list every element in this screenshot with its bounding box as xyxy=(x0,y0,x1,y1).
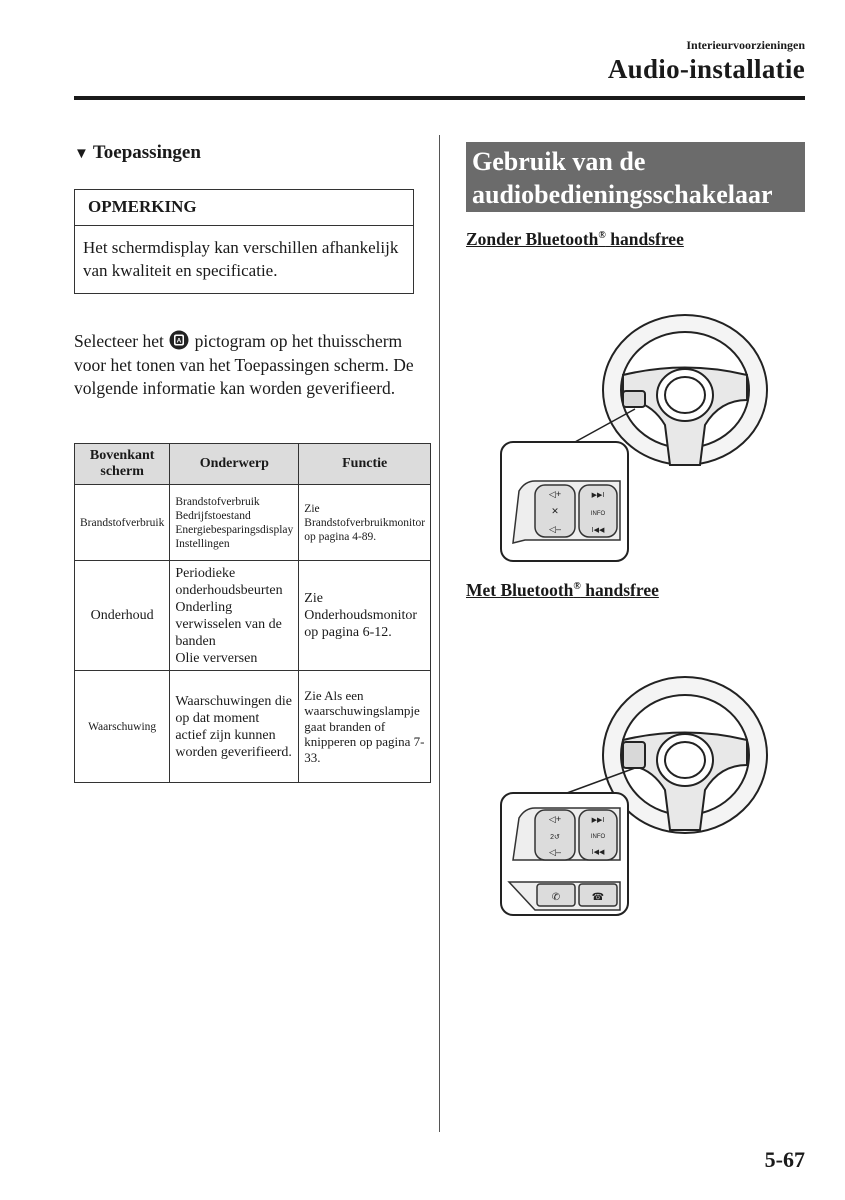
svg-text:A: A xyxy=(176,337,182,345)
table-row xyxy=(75,485,431,561)
variant-title-without-bluetooth xyxy=(466,229,684,250)
audio-switch-panel xyxy=(513,481,620,543)
information-table xyxy=(74,443,431,783)
subsection-heading-text: Toepassingen xyxy=(92,142,201,163)
subject-item: Bedrijfstoestand xyxy=(175,509,251,522)
subject-item: Waarschuwingen die op dat moment actief zijn kunnen worden geverifieerd. xyxy=(175,693,292,760)
subject-item: Periodieke onderhoudsbeurten xyxy=(175,565,283,598)
table-header: Functie xyxy=(299,444,431,485)
table-cell-subject xyxy=(170,485,299,561)
svg-text:◁–: ◁– xyxy=(549,847,561,857)
info-button-label: INFO xyxy=(590,511,606,517)
table-cell-top: Onderhoud xyxy=(75,561,170,671)
table-cell-top: Brandstofverbruik xyxy=(75,485,170,561)
svg-text:I◀◀: I◀◀ xyxy=(591,527,605,534)
hang-up-icon: ☎ xyxy=(591,892,605,903)
table-header-row xyxy=(75,444,431,485)
page-title: Audio-installatie xyxy=(607,54,805,84)
registered-mark: ® xyxy=(573,581,581,593)
table-cell-subject xyxy=(170,561,299,671)
table-cell-function: Zie Brandstofverbruikmonitor op pagina 4-89. xyxy=(299,485,431,561)
triangle-down-icon: ▼ xyxy=(74,146,89,162)
table-row xyxy=(75,561,431,671)
header-section: Interieurvoorzieningen xyxy=(686,38,805,52)
table-row xyxy=(75,671,431,783)
svg-text:✕: ✕ xyxy=(551,506,559,516)
subject-item: Onderling verwisselen van de banden xyxy=(175,599,282,649)
table-cell-top: Waarschuwing xyxy=(75,671,170,783)
intro-text-after: pictogram op het thuisscherm voor het tonen van het Toepassingen scherm. De volgende informatie kan worden geverifieerd. xyxy=(74,331,414,398)
pick-up-icon: ✆ xyxy=(551,892,561,903)
subject-item: Energiebesparingsdisplay xyxy=(175,523,294,536)
audio-switch-panel xyxy=(513,808,620,860)
svg-text:I◀◀: I◀◀ xyxy=(591,849,605,856)
note-body: Het schermdisplay kan verschillen afhankelijk van kwaliteit en specificatie. xyxy=(83,238,399,280)
variant-title-rest: handsfree xyxy=(580,580,659,600)
variant-title-with-bluetooth xyxy=(466,580,659,601)
table-cell-function: Zie Als een waarschuwingslampje gaat branden of knipperen op pagina 7-33. xyxy=(299,671,431,783)
steering-wheel-illustration-without-bluetooth xyxy=(495,305,795,567)
section-banner: Gebruik van de audiobedieningsschakelaar xyxy=(466,142,805,212)
subject-item: Olie verversen xyxy=(175,650,258,666)
subsection-heading xyxy=(74,142,201,164)
subject-item: Brandstofverbruik xyxy=(175,495,260,508)
table-cell-subject xyxy=(170,671,299,783)
steering-wheel-illustration-with-bluetooth xyxy=(495,660,795,920)
note-title: OPMERKING xyxy=(75,190,413,226)
svg-text:▶▶I: ▶▶I xyxy=(591,817,605,824)
registered-mark: ® xyxy=(598,230,606,242)
table-header: Bovenkant scherm xyxy=(75,444,170,485)
intro-text-before: Selecteer het xyxy=(74,331,164,351)
column-divider xyxy=(439,135,440,1132)
info-button-label: INFO xyxy=(590,834,606,840)
svg-text:◁+: ◁+ xyxy=(548,814,562,824)
table-cell-function: Zie Onderhoudsmonitor op pagina 6-12. xyxy=(299,561,431,671)
talk-button-label: 2↺ xyxy=(550,834,560,841)
variant-title-rest: handsfree xyxy=(605,229,684,249)
variant-title-text: Zonder Bluetooth xyxy=(466,229,599,249)
applications-icon xyxy=(169,330,189,350)
svg-text:◁–: ◁– xyxy=(549,524,561,534)
header-rule xyxy=(74,96,805,100)
note-box xyxy=(74,189,414,294)
subject-item: Instellingen xyxy=(175,537,230,550)
svg-text:▶▶I: ▶▶I xyxy=(591,492,605,499)
variant-title-text: Met Bluetooth xyxy=(466,580,574,600)
page-number: 5-67 xyxy=(764,1147,805,1172)
intro-paragraph xyxy=(74,330,424,401)
table-header: Onderwerp xyxy=(170,444,299,485)
svg-text:◁+: ◁+ xyxy=(548,489,562,499)
